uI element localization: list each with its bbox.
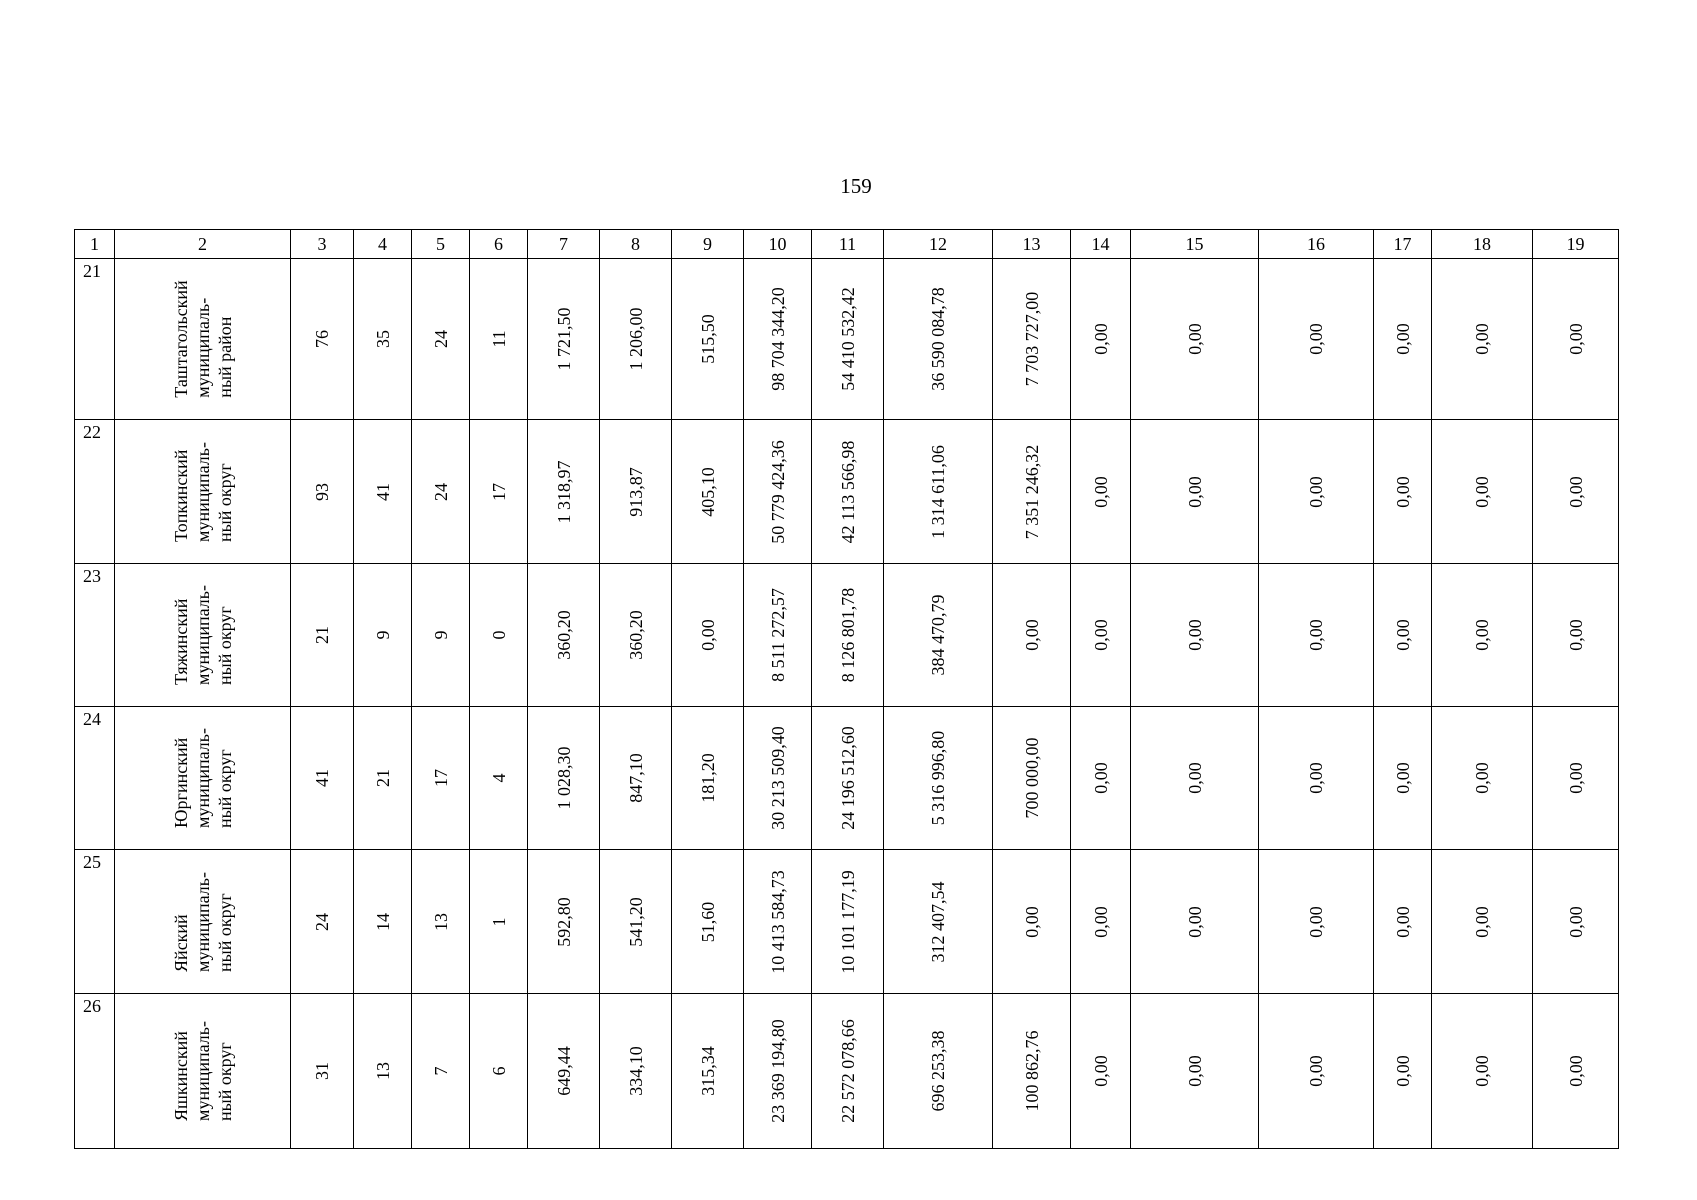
value-cell (1071, 420, 1131, 564)
cell-value: 0,00 (1565, 619, 1586, 651)
row-number-cell (75, 259, 115, 420)
municipality-name-cell (115, 420, 291, 564)
value-cell (1259, 994, 1374, 1149)
value-cell (1131, 564, 1259, 707)
cell-value: 1 314 611,06 (928, 444, 948, 539)
row-number: 24 (83, 709, 101, 729)
cell-value: 0,00 (1306, 762, 1326, 794)
cell-value: 8 511 272,57 (767, 588, 788, 682)
cell-value: 1 721,50 (553, 307, 574, 371)
value-cell (1432, 420, 1533, 564)
value-cell (291, 564, 354, 707)
value-cell (291, 850, 354, 994)
table-row (75, 420, 1619, 564)
value-cell (1374, 850, 1432, 994)
value-cell (470, 850, 528, 994)
value-cell (1432, 850, 1533, 994)
value-cell (291, 707, 354, 850)
cell-value: 0,00 (1392, 1055, 1413, 1087)
value-cell (672, 850, 744, 994)
cell-value: 0,00 (1392, 762, 1413, 794)
value-cell (470, 994, 528, 1149)
municipality-name-line: ный округ (214, 749, 235, 828)
value-cell (744, 994, 812, 1149)
column-header: 15 (1131, 230, 1259, 259)
value-cell (993, 259, 1071, 420)
row-number: 26 (83, 996, 101, 1016)
value-cell (1374, 564, 1432, 707)
table-row (75, 259, 1619, 420)
value-cell (354, 564, 412, 707)
cell-value: 54 410 532,42 (837, 287, 858, 391)
cell-value: 14 (372, 912, 393, 931)
value-cell (600, 707, 672, 850)
column-header: 17 (1374, 230, 1432, 259)
value-cell (1071, 850, 1131, 994)
value-cell (412, 564, 470, 707)
value-cell (1071, 707, 1131, 850)
value-cell (600, 850, 672, 994)
value-cell (993, 564, 1071, 707)
cell-value: 0,00 (1306, 475, 1326, 508)
municipality-name-line: муниципаль- (192, 441, 213, 542)
municipality-name-line: Тяжинский (170, 598, 191, 685)
column-header: 13 (993, 230, 1071, 259)
value-cell (1071, 994, 1131, 1149)
cell-value: 0 (488, 630, 509, 640)
cell-value: 0,00 (1021, 905, 1042, 938)
cell-value: 21 (312, 626, 332, 644)
cell-value: 0,00 (1090, 762, 1111, 794)
cell-value: 76 (312, 330, 332, 348)
cell-value: 0,00 (1090, 619, 1111, 651)
value-cell (1131, 850, 1259, 994)
municipality-name-line: муниципаль- (192, 1021, 213, 1121)
cell-value: 0,00 (1184, 1055, 1205, 1087)
value-cell (470, 707, 528, 850)
value-cell (884, 707, 993, 850)
value-cell (1259, 707, 1374, 850)
column-header: 14 (1071, 230, 1131, 259)
value-cell (1259, 850, 1374, 994)
row-number-cell (75, 420, 115, 564)
value-cell (884, 850, 993, 994)
value-cell (812, 994, 884, 1149)
cell-value: 9 (430, 630, 451, 640)
cell-value: 0,00 (1565, 1055, 1586, 1087)
value-cell (884, 564, 993, 707)
cell-value: 0,00 (1472, 619, 1492, 651)
value-cell (812, 420, 884, 564)
municipality-name-line: Топкинский (170, 449, 191, 542)
value-cell (528, 994, 600, 1149)
cell-value: 7 (430, 1066, 451, 1076)
value-cell (672, 564, 744, 707)
value-cell (528, 420, 600, 564)
value-cell (1374, 994, 1432, 1149)
cell-value: 17 (488, 482, 509, 501)
cell-value: 0,00 (1090, 323, 1111, 355)
cell-value: 0,00 (1184, 323, 1205, 355)
municipality-name (170, 585, 236, 685)
cell-value: 6 (488, 1066, 509, 1076)
municipality-name-line: Яшкинский (170, 1031, 191, 1121)
value-cell (412, 994, 470, 1149)
cell-value: 21 (372, 769, 393, 787)
value-cell (1533, 707, 1619, 850)
cell-value: 24 (430, 330, 451, 348)
cell-value: 0,00 (1090, 905, 1111, 938)
cell-value: 0,00 (1472, 1055, 1492, 1087)
cell-value: 51,60 (697, 901, 718, 942)
cell-value: 50 779 424,36 (767, 439, 788, 544)
municipality-name-line: Юргинский (170, 737, 191, 828)
value-cell (470, 564, 528, 707)
value-cell (1374, 259, 1432, 420)
value-cell (1131, 420, 1259, 564)
cell-value: 11 (488, 330, 509, 348)
row-number-cell (75, 707, 115, 850)
value-cell (884, 994, 993, 1149)
value-cell (993, 420, 1071, 564)
value-cell (412, 420, 470, 564)
value-cell (412, 707, 470, 850)
municipality-name-line: ный округ (214, 462, 235, 542)
cell-value: 0,00 (1306, 323, 1326, 355)
value-cell (412, 850, 470, 994)
cell-value: 5 316 996,80 (928, 730, 948, 826)
cell-value: 24 (430, 482, 451, 501)
value-cell (600, 994, 672, 1149)
cell-value: 7 703 727,00 (1021, 291, 1042, 387)
cell-value: 30 213 509,40 (767, 726, 788, 830)
cell-value: 334,10 (625, 1046, 646, 1096)
value-cell (291, 259, 354, 420)
cell-value: 913,87 (625, 466, 646, 517)
value-cell (744, 420, 812, 564)
cell-value: 24 196 512,60 (837, 726, 858, 830)
cell-value: 700 000,00 (1021, 737, 1042, 819)
value-cell (812, 707, 884, 850)
cell-value: 360,20 (553, 610, 574, 660)
municipality-name-cell (115, 850, 291, 994)
value-cell (354, 707, 412, 850)
value-cell (1071, 564, 1131, 707)
cell-value: 312 407,54 (928, 881, 948, 962)
cell-value: 4 (488, 773, 509, 783)
column-header: 12 (884, 230, 993, 259)
column-header: 18 (1432, 230, 1533, 259)
municipality-name-line: ный округ (214, 1042, 235, 1121)
cell-value: 8 126 801,78 (837, 587, 858, 683)
cell-value: 42 113 566,98 (837, 440, 858, 543)
cell-value: 696 253,38 (928, 1030, 948, 1112)
data-table (74, 229, 1619, 1149)
cell-value: 23 369 194,80 (767, 1019, 788, 1123)
column-header: 2 (115, 230, 291, 259)
column-header: 10 (744, 230, 812, 259)
row-number-cell (75, 564, 115, 707)
value-cell (744, 259, 812, 420)
cell-value: 0,00 (1472, 905, 1492, 938)
cell-value: 22 572 078,66 (837, 1019, 858, 1123)
municipality-name (170, 1021, 236, 1121)
column-header: 11 (812, 230, 884, 259)
value-cell (354, 850, 412, 994)
cell-value: 1 (488, 917, 509, 926)
value-cell (354, 994, 412, 1149)
value-cell (1131, 994, 1259, 1149)
value-cell (884, 420, 993, 564)
municipality-name-line: муниципаль- (192, 728, 213, 828)
cell-value: 17 (430, 769, 451, 787)
cell-value: 41 (312, 769, 332, 787)
cell-value: 0,00 (1392, 905, 1413, 938)
cell-value: 360,20 (625, 610, 646, 660)
cell-value: 41 (372, 482, 393, 501)
cell-value: 405,10 (697, 466, 718, 517)
cell-value: 1 318,97 (553, 460, 574, 523)
municipality-name-cell (115, 259, 291, 420)
cell-value: 36 590 084,78 (928, 287, 948, 391)
cell-value: 10 413 584,73 (767, 869, 788, 974)
cell-value: 0,00 (1184, 475, 1205, 508)
cell-value: 0,00 (1565, 762, 1586, 794)
cell-value: 649,44 (553, 1046, 574, 1096)
cell-value: 0,00 (1306, 1055, 1326, 1087)
value-cell (470, 420, 528, 564)
value-cell (600, 259, 672, 420)
value-cell (812, 850, 884, 994)
cell-value: 13 (430, 912, 451, 931)
value-cell (1374, 707, 1432, 850)
value-cell (470, 259, 528, 420)
value-cell (291, 420, 354, 564)
value-cell (1533, 420, 1619, 564)
municipality-name (170, 442, 236, 542)
cell-value: 0,00 (1472, 762, 1492, 794)
cell-value: 0,00 (1392, 619, 1413, 651)
row-number-cell (75, 850, 115, 994)
cell-value: 0,00 (1184, 905, 1205, 938)
value-cell (412, 259, 470, 420)
cell-value: 0,00 (1392, 323, 1413, 355)
cell-value: 541,20 (625, 896, 646, 947)
row-number: 22 (83, 422, 101, 442)
value-cell (354, 259, 412, 420)
value-cell (812, 564, 884, 707)
value-cell (1432, 994, 1533, 1149)
cell-value: 1 206,00 (625, 307, 646, 371)
cell-value: 0,00 (1565, 475, 1586, 508)
row-number: 25 (83, 852, 101, 872)
cell-value: 0,00 (1565, 905, 1586, 938)
column-header: 8 (600, 230, 672, 259)
value-cell (1533, 259, 1619, 420)
cell-value: 35 (372, 330, 393, 348)
municipality-name-line: муниципаль- (192, 871, 213, 972)
cell-value: 98 704 344,20 (767, 287, 788, 391)
column-header: 16 (1259, 230, 1374, 259)
municipality-name-line: ный округ (214, 606, 235, 685)
value-cell (1374, 420, 1432, 564)
value-cell (1259, 420, 1374, 564)
cell-value: 0,00 (1184, 762, 1205, 794)
municipality-name-line: муниципаль- (192, 297, 213, 398)
value-cell (1131, 259, 1259, 420)
table-row (75, 850, 1619, 994)
cell-value: 384 470,79 (928, 594, 948, 676)
municipality-name (170, 280, 236, 397)
cell-value: 0,00 (1472, 323, 1492, 355)
value-cell (1432, 259, 1533, 420)
column-header: 4 (354, 230, 412, 259)
municipality-name-cell (115, 994, 291, 1149)
municipality-name-line: Яйский (170, 913, 191, 972)
cell-value: 1 028,30 (553, 746, 574, 810)
cell-value: 0,00 (1090, 475, 1111, 508)
cell-value: 847,10 (625, 753, 646, 803)
value-cell (1432, 707, 1533, 850)
value-cell (744, 850, 812, 994)
cell-value: 9 (372, 630, 393, 640)
column-header: 7 (528, 230, 600, 259)
value-cell (1432, 564, 1533, 707)
value-cell (744, 707, 812, 850)
value-cell (884, 259, 993, 420)
column-header: 3 (291, 230, 354, 259)
value-cell (812, 259, 884, 420)
column-header: 1 (75, 230, 115, 259)
cell-value: 93 (312, 482, 332, 501)
cell-value: 0,00 (1306, 905, 1326, 938)
value-cell (1259, 259, 1374, 420)
cell-value: 592,80 (553, 896, 574, 947)
cell-value: 0,00 (1090, 1055, 1111, 1087)
value-cell (291, 994, 354, 1149)
value-cell (672, 420, 744, 564)
value-cell (1533, 994, 1619, 1149)
value-cell (600, 420, 672, 564)
row-number-cell (75, 994, 115, 1149)
header-row (75, 230, 1619, 259)
cell-value: 100 862,76 (1021, 1030, 1042, 1112)
municipality-name-line: муниципаль- (192, 585, 213, 685)
value-cell (672, 994, 744, 1149)
municipality-name-line: ный округ (214, 892, 235, 972)
municipality-name-cell (115, 707, 291, 850)
value-cell (528, 259, 600, 420)
value-cell (1533, 850, 1619, 994)
page-number: 159 (840, 174, 872, 198)
value-cell (744, 564, 812, 707)
value-cell (528, 707, 600, 850)
row-number: 21 (83, 261, 101, 281)
cell-value: 0,00 (1306, 619, 1326, 651)
cell-value: 0,00 (1184, 619, 1205, 651)
cell-value: 7 351 246,32 (1021, 444, 1042, 539)
cell-value: 0,00 (1392, 475, 1413, 508)
value-cell (1131, 707, 1259, 850)
value-cell (672, 259, 744, 420)
value-cell (528, 564, 600, 707)
cell-value: 0,00 (697, 619, 718, 651)
value-cell (1533, 564, 1619, 707)
value-cell (528, 850, 600, 994)
table-row (75, 994, 1619, 1149)
cell-value: 24 (312, 912, 332, 931)
table-row (75, 564, 1619, 707)
municipality-name (170, 872, 236, 972)
cell-value: 31 (312, 1062, 332, 1080)
cell-value: 181,20 (697, 753, 718, 803)
cell-value: 0,00 (1021, 619, 1042, 651)
value-cell (1259, 564, 1374, 707)
table-row (75, 707, 1619, 850)
column-header: 5 (412, 230, 470, 259)
column-header: 6 (470, 230, 528, 259)
column-header: 19 (1533, 230, 1619, 259)
municipality-name (170, 728, 236, 828)
value-cell (672, 707, 744, 850)
cell-value: 515,50 (697, 314, 718, 364)
municipality-name-line: Таштагольский (170, 280, 191, 398)
municipality-name-cell (115, 564, 291, 707)
cell-value: 0,00 (1472, 475, 1492, 508)
value-cell (1071, 259, 1131, 420)
cell-value: 13 (372, 1062, 393, 1080)
value-cell (600, 564, 672, 707)
column-header: 9 (672, 230, 744, 259)
value-cell (354, 420, 412, 564)
value-cell (993, 707, 1071, 850)
value-cell (993, 850, 1071, 994)
cell-value: 0,00 (1565, 323, 1586, 355)
municipality-name-line: ный район (214, 316, 235, 398)
row-number: 23 (83, 566, 101, 586)
cell-value: 315,34 (697, 1046, 718, 1096)
value-cell (993, 994, 1071, 1149)
cell-value: 10 101 177,19 (837, 869, 858, 974)
